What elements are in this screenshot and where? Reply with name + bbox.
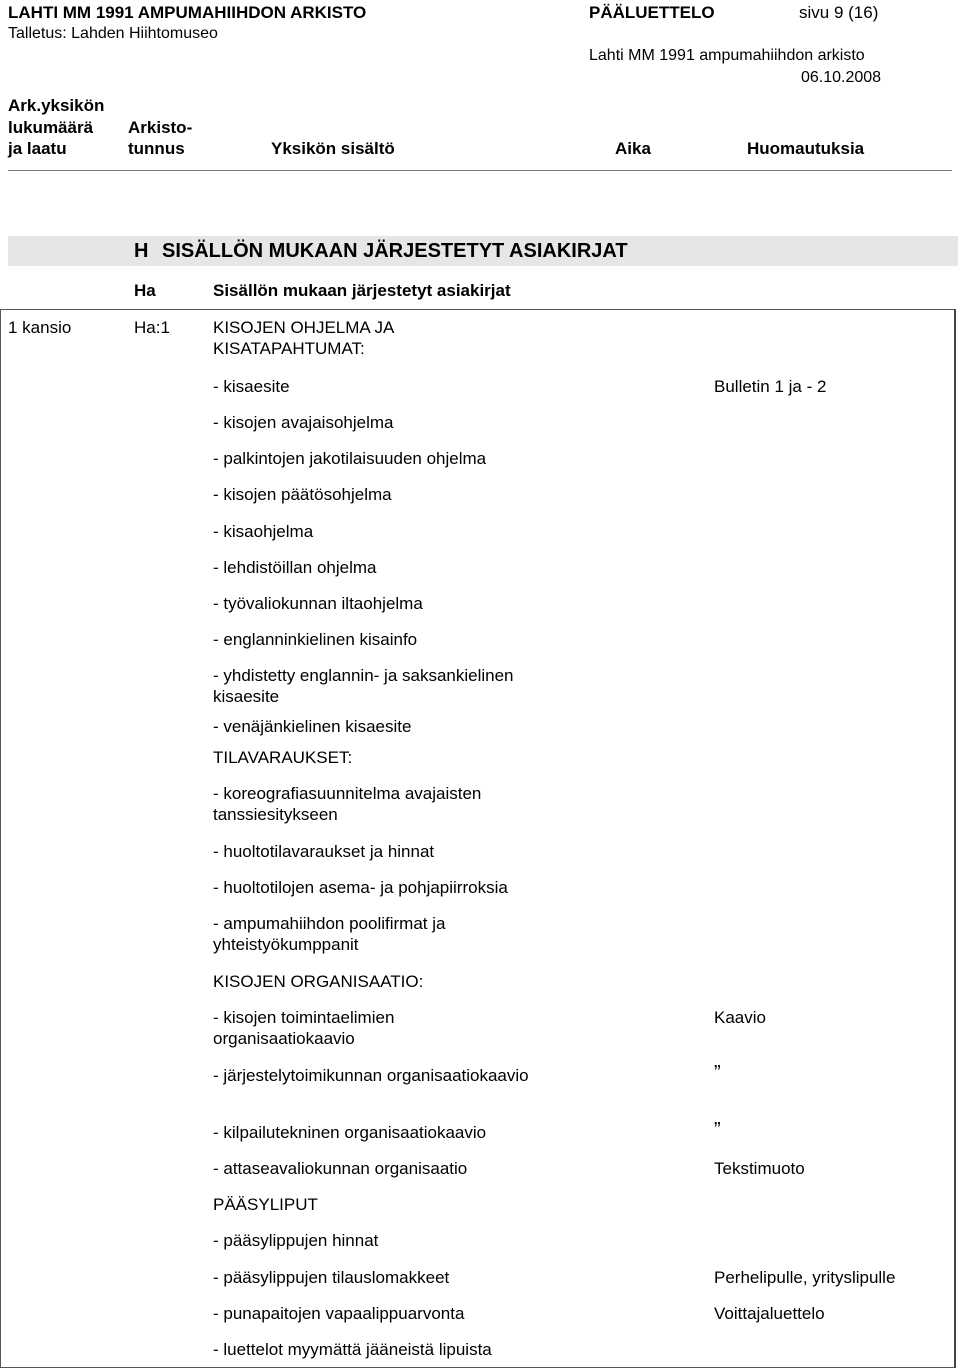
list-item-note: Voittajaluettelo [714,1304,825,1323]
page-number: sivu 9 (16) [799,3,879,22]
archive-name: Lahti MM 1991 ampumahiihdon arkisto [589,47,865,64]
col-unit-line2: lukumäärä [8,118,94,137]
ditto-mark: ” [714,1062,721,1084]
section-code: H [134,240,149,262]
list-item: - pääsylippujen tilauslomakkeet [213,1268,450,1287]
document-date: 06.10.2008 [801,69,882,86]
subsection-code: Ha [134,281,156,300]
unit-count: 1 kansio [8,318,72,337]
unit-heading-line2: KISATAPAHTUMAT: [213,339,365,358]
list-item: - venäjänkielinen kisaesite [213,717,412,736]
list-item: - kisojen päätösohjelma [213,485,392,504]
list-item: - kisaesite [213,377,290,396]
list-item: - palkintojen jakotilaisuuden ohjelma [213,449,487,468]
list-item-note: Kaavio [714,1008,766,1027]
list-item-continued: yhteistyökumppanit [213,935,359,954]
list-item: - kisaohjelma [213,522,314,541]
list-item: - kisojen toimintaelimien [213,1008,395,1027]
list-item-continued: tanssiesitykseen [213,805,338,824]
subsection-title: Sisällön mukaan järjestetyt asiakirjat [213,281,511,300]
list-item: - attaseavaliokunnan organisaatio [213,1159,468,1178]
archive-title: LAHTI MM 1991 AMPUMAHIIHDON ARKISTO [8,3,367,22]
section-title: SISÄLLÖN MUKAAN JÄRJESTETYT ASIAKIRJAT [162,240,628,262]
group-heading: KISOJEN ORGANISAATIO: [213,972,424,991]
list-item-note: Bulletin 1 ja - 2 [714,377,827,396]
unit-heading-line1: KISOJEN OHJELMA JA [213,318,395,337]
group-heading: TILAVARAUKSET: [213,748,353,767]
ditto-mark: ” [714,1119,721,1141]
list-item: - huoltotilojen asema- ja pohjapiirroksia [213,878,508,897]
col-id-line2: tunnus [128,139,185,158]
list-item: - huoltotilavaraukset ja hinnat [213,842,435,861]
col-unit-line3: ja laatu [8,139,67,158]
col-content: Yksikön sisältö [271,139,395,158]
list-item: - englanninkielinen kisainfo [213,630,418,649]
list-item: - koreografiasuunnitelma avajaisten [213,784,482,803]
list-item: - lehdistöillan ohjelma [213,558,377,577]
col-id-line1: Arkisto- [128,118,193,137]
saved-by: Talletus: Lahden Hiihtomuseo [8,25,218,42]
list-item: - ampumahiihdon poolifirmat ja [213,914,446,933]
list-item: - kisojen avajaisohjelma [213,413,394,432]
list-item: - yhdistetty englannin- ja saksankielinen [213,666,514,685]
list-item-note: Tekstimuoto [714,1159,805,1178]
list-item-continued: organisaatiokaavio [213,1029,355,1048]
list-item-continued: kisaesite [213,687,280,706]
col-unit-line1: Ark.yksikön [8,96,105,115]
list-item: - kilpailutekninen organisaatiokaavio [213,1123,487,1142]
list-item: - pääsylippujen hinnat [213,1231,379,1250]
group-heading: PÄÄSYLIPUT [213,1195,318,1214]
list-item: - työvaliokunnan iltaohjelma [213,594,423,613]
header-divider [8,170,952,171]
list-type: PÄÄLUETTELO [589,3,715,22]
list-item: - järjestelytoimikunnan organisaatiokaavio [213,1066,529,1085]
list-item-note: Perhelipulle, yrityslipulle [714,1268,896,1287]
col-notes: Huomautuksia [747,139,865,158]
col-time: Aika [615,139,651,158]
list-item: - punapaitojen vapaalippuarvonta [213,1304,465,1323]
list-item: - luettelot myymättä jääneistä lipuista [213,1340,492,1359]
unit-id: Ha:1 [134,318,170,337]
